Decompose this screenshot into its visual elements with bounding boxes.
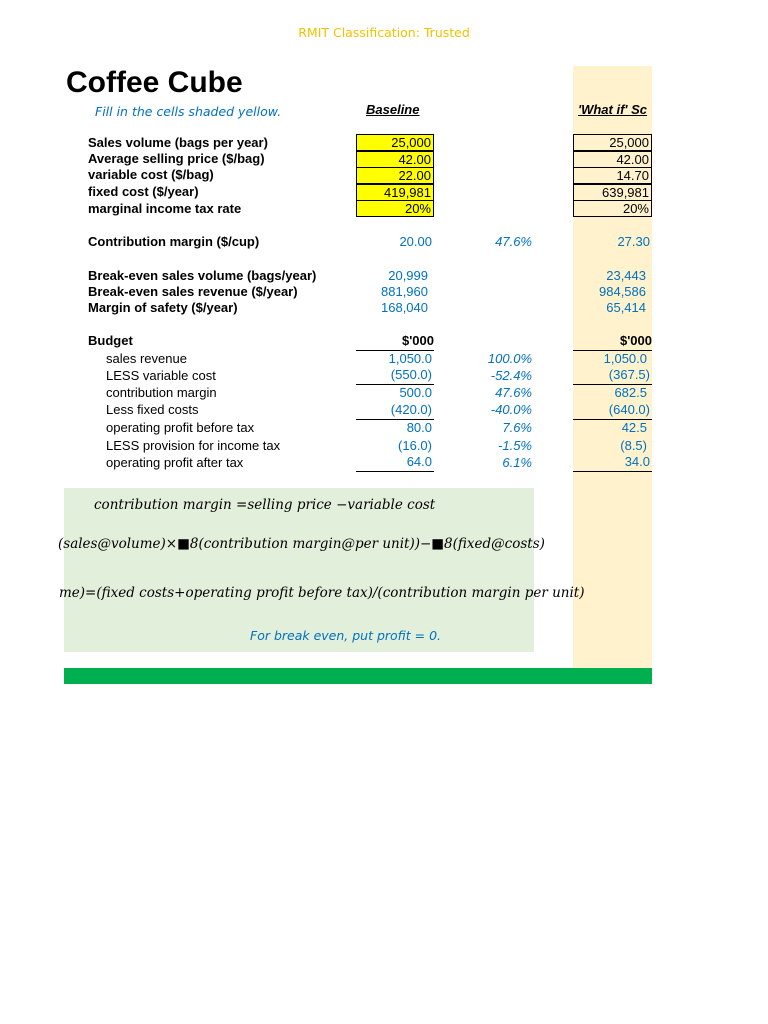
budget-unit-whatif: $'000 xyxy=(573,333,652,351)
budget-pct-cell: -40.0% xyxy=(490,402,532,417)
budget-row-label: contribution margin xyxy=(106,385,217,400)
budget-pct-cell: 6.1% xyxy=(502,455,532,470)
margin-of-safety-label: Margin of safety ($/year) xyxy=(88,300,238,315)
contribution-margin-baseline: 20.00 xyxy=(399,234,432,249)
contribution-margin-label: Contribution margin ($/cup) xyxy=(88,234,260,249)
budget-row-label: operating profit after tax xyxy=(106,455,244,470)
breakeven-note: For break even, put profit = 0. xyxy=(250,628,442,643)
budget-baseline-cell: 64.0 xyxy=(356,454,434,472)
input-label-fixed-cost: fixed cost ($/year) xyxy=(88,184,199,199)
budget-whatif-cell: 34.0 xyxy=(573,454,652,472)
budget-pct-cell: 47.6% xyxy=(495,385,532,400)
formula-contribution-margin: contribution margin =selling price −variable cost xyxy=(94,497,436,513)
budget-baseline-cell: (16.0) xyxy=(398,438,432,453)
contribution-margin-pct: 47.6% xyxy=(495,234,532,249)
budget-whatif-cell: (8.5) xyxy=(620,438,647,453)
budget-row-label: LESS variable cost xyxy=(106,368,216,383)
whatif-input-variable-cost[interactable]: 14.70 xyxy=(573,167,652,184)
whatif-input-selling-price[interactable]: 42.00 xyxy=(573,151,652,168)
budget-whatif-cell: 42.5 xyxy=(621,420,647,435)
contribution-margin-whatif: 27.30 xyxy=(617,234,650,249)
whatif-header: 'What if' Sc xyxy=(578,102,648,117)
budget-whatif-cell: (640.0) xyxy=(573,402,652,420)
budget-baseline-cell: (420.0) xyxy=(356,402,434,420)
breakeven-volume-whatif: 23,443 xyxy=(606,268,646,283)
budget-baseline-cell: (550.0) xyxy=(356,367,434,385)
fill-instruction: Fill in the cells shaded yellow. xyxy=(95,104,282,119)
budget-unit-baseline: $'000 xyxy=(356,333,434,351)
budget-pct-cell: 7.6% xyxy=(502,420,532,435)
input-label-sales-volume: Sales volume (bags per year) xyxy=(88,135,268,150)
budget-row-label: sales revenue xyxy=(106,351,187,366)
baseline-input-fixed-cost[interactable]: 419,981 xyxy=(356,184,434,201)
breakeven-revenue-label: Break-even sales revenue ($/year) xyxy=(88,284,298,299)
budget-row-label: operating profit before tax xyxy=(106,420,255,435)
budget-pct-cell: -1.5% xyxy=(498,438,532,453)
budget-pct-cell: 100.0% xyxy=(487,351,532,366)
breakeven-volume-baseline: 20,999 xyxy=(388,268,428,283)
page-title: Coffee Cube xyxy=(66,66,243,99)
baseline-input-tax-rate[interactable]: 20% xyxy=(356,200,434,217)
budget-baseline-cell: 80.0 xyxy=(406,420,432,435)
breakeven-revenue-whatif: 984,586 xyxy=(599,284,646,299)
budget-label: Budget xyxy=(88,333,133,348)
budget-baseline-cell: 1,050.0 xyxy=(388,351,432,366)
budget-whatif-cell: 1,050.0 xyxy=(603,351,647,366)
budget-row-label: Less fixed costs xyxy=(106,402,199,417)
budget-baseline-cell: 500.0 xyxy=(399,385,432,400)
breakeven-volume-label: Break-even sales volume (bags/year) xyxy=(88,268,317,283)
input-label-variable-cost: variable cost ($/bag) xyxy=(88,167,214,182)
baseline-input-selling-price[interactable]: 42.00 xyxy=(356,151,434,168)
budget-pct-cell: -52.4% xyxy=(490,368,532,383)
footer-bar xyxy=(64,668,652,684)
input-label-tax-rate: marginal income tax rate xyxy=(88,201,242,216)
baseline-input-sales-volume[interactable]: 25,000 xyxy=(356,134,434,151)
input-label-selling-price: Average selling price ($/bag) xyxy=(88,151,265,166)
whatif-input-tax-rate[interactable]: 20% xyxy=(573,200,652,217)
budget-rule xyxy=(356,419,434,420)
classification-label: RMIT Classification: Trusted xyxy=(298,25,470,40)
whatif-input-fixed-cost[interactable]: 639,981 xyxy=(573,184,652,201)
breakeven-revenue-baseline: 881,960 xyxy=(381,284,428,299)
margin-of-safety-whatif: 65,414 xyxy=(606,300,646,315)
whatif-input-sales-volume[interactable]: 25,000 xyxy=(573,134,652,151)
budget-rule xyxy=(356,350,434,351)
margin-of-safety-baseline: 168,040 xyxy=(381,300,428,315)
budget-rule xyxy=(573,419,652,420)
formula-panel xyxy=(58,488,585,652)
budget-whatif-cell: 682.5 xyxy=(614,385,647,400)
budget-row-label: LESS provision for income tax xyxy=(106,438,281,453)
budget-whatif-cell: (367.5) xyxy=(573,367,652,385)
formula-profit: (sales@volume)×■8(contribution margin@per unit))−■8(fixed@costs) xyxy=(58,536,545,552)
baseline-header: Baseline xyxy=(366,102,420,117)
baseline-input-variable-cost[interactable]: 22.00 xyxy=(356,167,434,184)
formula-breakeven-volume: me)=(fixed costs+operating profit before tax)/(contribution margin per unit) xyxy=(59,585,585,601)
